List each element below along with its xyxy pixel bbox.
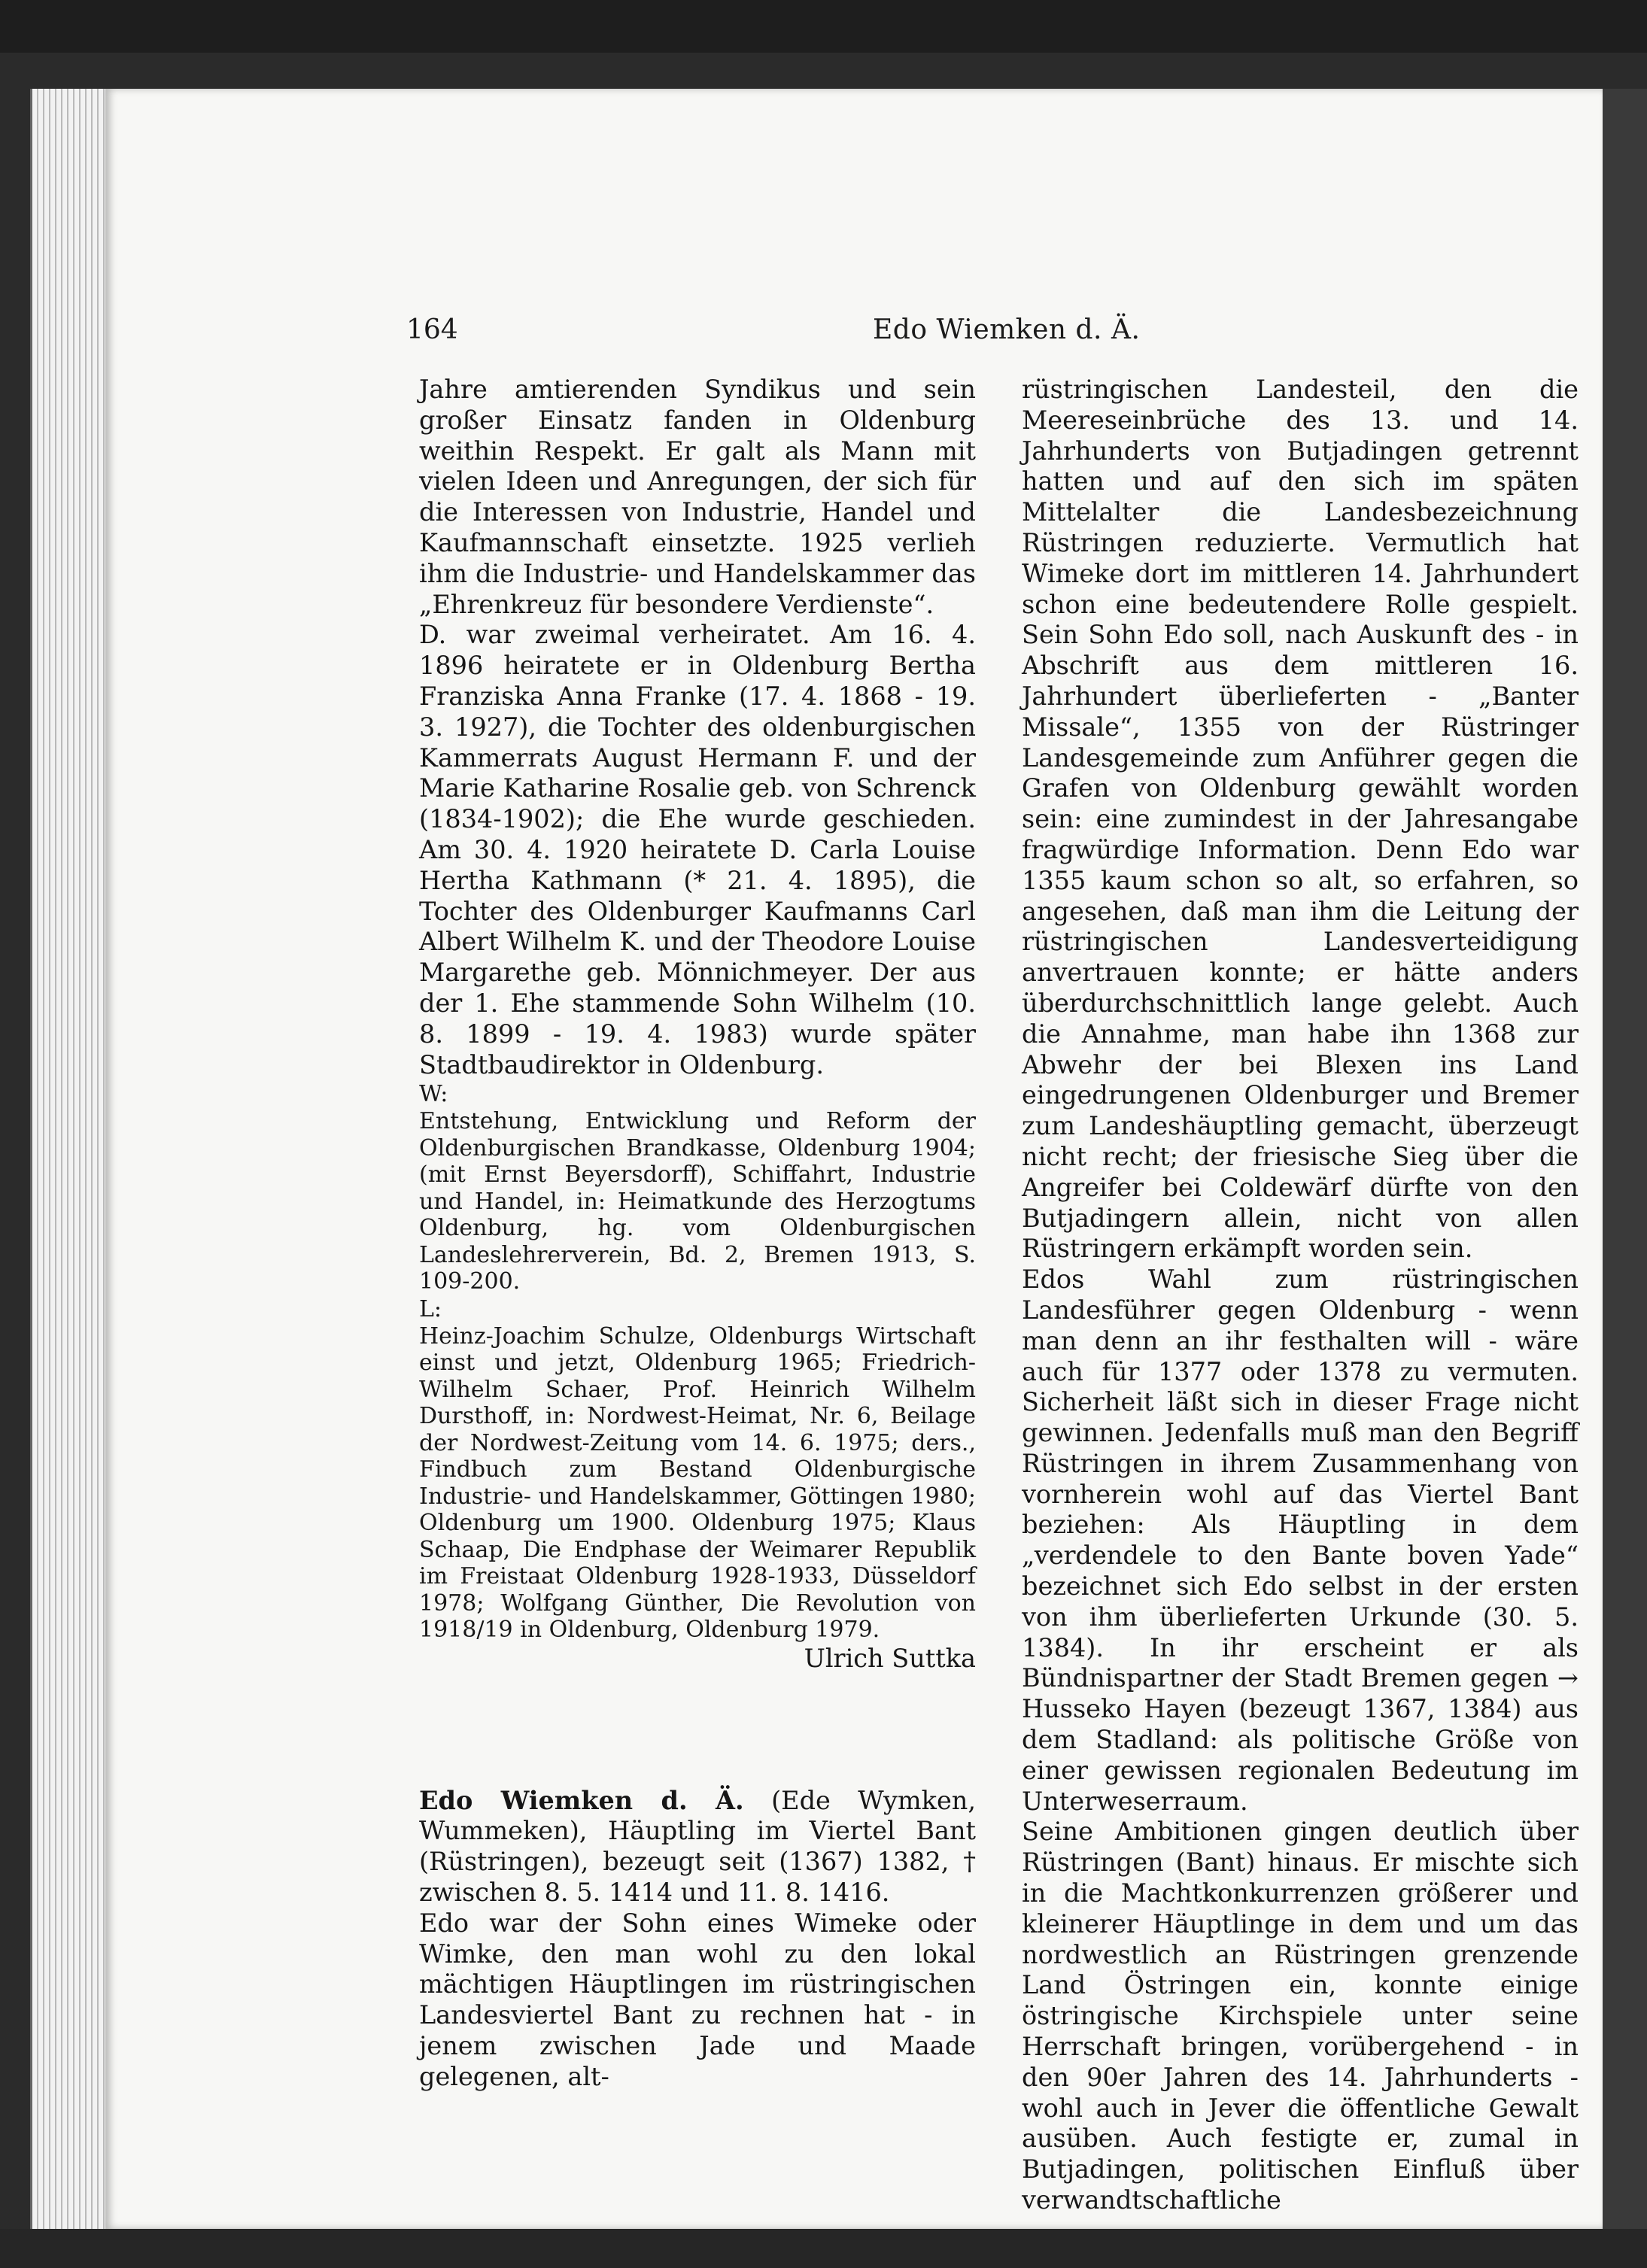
right-paragraph-2: Edos Wahl zum rüstringischen Landesführer gegen Oldenburg - wenn man denn an ihr festhalten will - wäre auch für 1377 oder 1378 zu vermuten. Sicherheit läßt sich in dieser Frage nicht gewinnen. Jedenfalls muß man den Begriff Rüstringen in ihrem Zusammenhang von vornherein wohl auf das Viertel Bant beziehen: Als Häuptling in dem „verdendele to den Bante boven Yade“ bezeichnet sich Edo selbst in der ersten von ihm überlieferten Urkunde (30. 5. 1384). In ihr erscheint er als Bündnispartner der Stadt Bremen gegen → Husseko Hayen (bezeugt 1367, 1384) aus dem Stadland: als politische Größe von einer gewissen regionalen Bedeutung im Unterweserraum.: [1022, 1265, 1579, 1816]
book-page-edges: [30, 89, 108, 2233]
entry-paragraph: Edo war der Sohn eines Wimeke oder Wimke, den man wohl zu den lokal mächtigen Häuptlingen im rüstringischen Landesviertel Bant zu rechnen hat - in jenem zwischen Jade und Maade gelegenen, alt-: [419, 1908, 976, 2091]
right-paragraph-3: Seine Ambitionen gingen deutlich über Rüstringen (Bant) hinaus. Er mischte sich in die Machtkonkurrenzen größerer und kleinerer Häuptlinge in dem und um das nordwestlich an Rüstringen grenzende Land Östringen ein, konnte einige östringische Kirchspiele unter seine Herrschaft bringen, vorübergehend - in den 90er Jahren des 14. Jahrhunderts - wohl auch in Jever die öffentliche Gewalt ausüben. Auch festigte er, zumal in Butjadingen, politischen Einfluß über verwandtschaftliche: [1022, 1817, 1579, 2215]
scan-background-top: [0, 0, 1647, 53]
entry-separator: [419, 1674, 976, 1786]
left-column: [419, 375, 976, 2093]
page-header: [406, 314, 1580, 352]
works-list: Entstehung, Entwicklung und Reform der Oldenburgischen Brandkasse, Oldenburg 1904; (mit Ernst Beyersdorff), Schiffahrt, Industrie und Handel, in: Heimatkunde des Herzogtums Oldenburg, hg. vom Oldenburgischen Landeslehrerverein, Bd. 2, Bremen 1913, S. 109-200.: [419, 1108, 976, 1295]
author-signature: Ulrich Suttka: [804, 1643, 976, 1673]
entry-intro: (Ede Wymken, Wummeken), Häuptling im Viertel Bant (Rüstringen), bezeugt seit (1367) 1382, † zwischen 8. 5. 1414 und 11. 8. 1416.: [419, 1785, 977, 1908]
literature-list: Heinz-Joachim Schulze, Oldenburgs Wirtschaft einst und jetzt, Oldenburg 1965; Friedrich-Wilhelm Schaer, Prof. Heinrich Wilhelm Dursthoff, in: Nordwest-Heimat, Nr. 6, Beilage der Nordwest-Zeitung vom 14. 6. 1975; ders., Findbuch zum Bestand Oldenburgische Industrie- und Handelskammer, Göttingen 1980; Oldenburg um 1900. Oldenburg 1975; Klaus Schaap, Die Endphase der Weimarer Republik im Freistaat Oldenburg 1928-1933, Düsseldorf 1978; Wolfgang Günther, Die Revolution von 1918/19 in Oldenburg, Oldenburg 1979.: [419, 1322, 976, 1644]
scan-background-bottom: [0, 2229, 1647, 2268]
page-number: 164: [406, 314, 458, 345]
entry-heading-paragraph: [419, 1786, 976, 1908]
right-column: [1022, 375, 1579, 2216]
book-page: [105, 89, 1603, 2229]
running-head: Edo Wiemken d. Ä.: [873, 314, 1141, 345]
entry-title: Edo Wiemken d. Ä.: [419, 1785, 744, 1815]
works-label: W:: [419, 1081, 448, 1108]
right-paragraph-1: rüstringischen Landesteil, den die Meereseinbrüche des 13. und 14. Jahrhunderts von Butjadingen getrennt hatten und auf den sich im späten Mittelalter die Landesbezeichnung Rüstringen reduzierte. Vermutlich hat Wimeke dort im mittleren 14. Jahrhundert schon eine bedeutendere Rolle gespielt. Sein Sohn Edo soll, nach Auskunft des - in Abschrift aus dem mittleren 16. Jahrhundert überlieferten - „Banter Missale“, 1355 von der Rüstringer Landesgemeinde zum Anführer gegen die Grafen von Oldenburg gewählt worden sein: eine zumindest in der Jahresangabe fragwürdige Information. Denn Edo war 1355 kaum schon so alt, so erfahren, so angesehen, daß man ihm die Leitung der rüstringischen Landesverteidigung anvertrauen konnte; er hätte anders überdurchschnittlich lange gelebt. Auch die Annahme, man habe ihn 1368 zur Abwehr der bei Blexen ins Land eingedrungenen Oldenburger und Bremer zum Landeshäuptling gemacht, überzeugt nicht recht; der friesische Sieg über die Angreifer bei Coldewärf dürfte von den Butjadingern allein, nicht von allen Rüstringern erkämpft worden sein.: [1022, 375, 1579, 1264]
bio-paragraph: Jahre amtierenden Syndikus und sein großer Einsatz fanden in Oldenburg weithin Respekt. Er galt als Mann mit vielen Ideen und Anregungen, der sich für die Interessen von Industrie, Handel und Kaufmannschaft einsetzte. 1925 verlieh ihm die Industrie- und Handelskammer das „Ehrenkreuz für besondere Verdienste“.: [419, 375, 976, 619]
marriage-paragraph: D. war zweimal verheiratet. Am 16. 4. 1896 heiratete er in Oldenburg Bertha Franziska Anna Franke (17. 4. 1868 - 19. 3. 1927), die Tochter des oldenburgischen Kammerrats August Hermann F. und der Marie Katharine Rosalie geb. von Schrenck (1834-1902); die Ehe wurde geschieden. Am 30. 4. 1920 heiratete D. Carla Louise Hertha Kathmann (* 21. 4. 1895), die Tochter des Oldenburger Kaufmanns Carl Albert Wilhelm K. und der Theodore Louise Margarethe geb. Mönnichmeyer. Der aus der 1. Ehe stammende Sohn Wilhelm (10. 8. 1899 - 19. 4. 1983) wurde später Stadtbaudirektor in Oldenburg.: [419, 620, 976, 1079]
literature-label: L:: [419, 1295, 442, 1322]
scan-background-right: [1603, 89, 1647, 2233]
